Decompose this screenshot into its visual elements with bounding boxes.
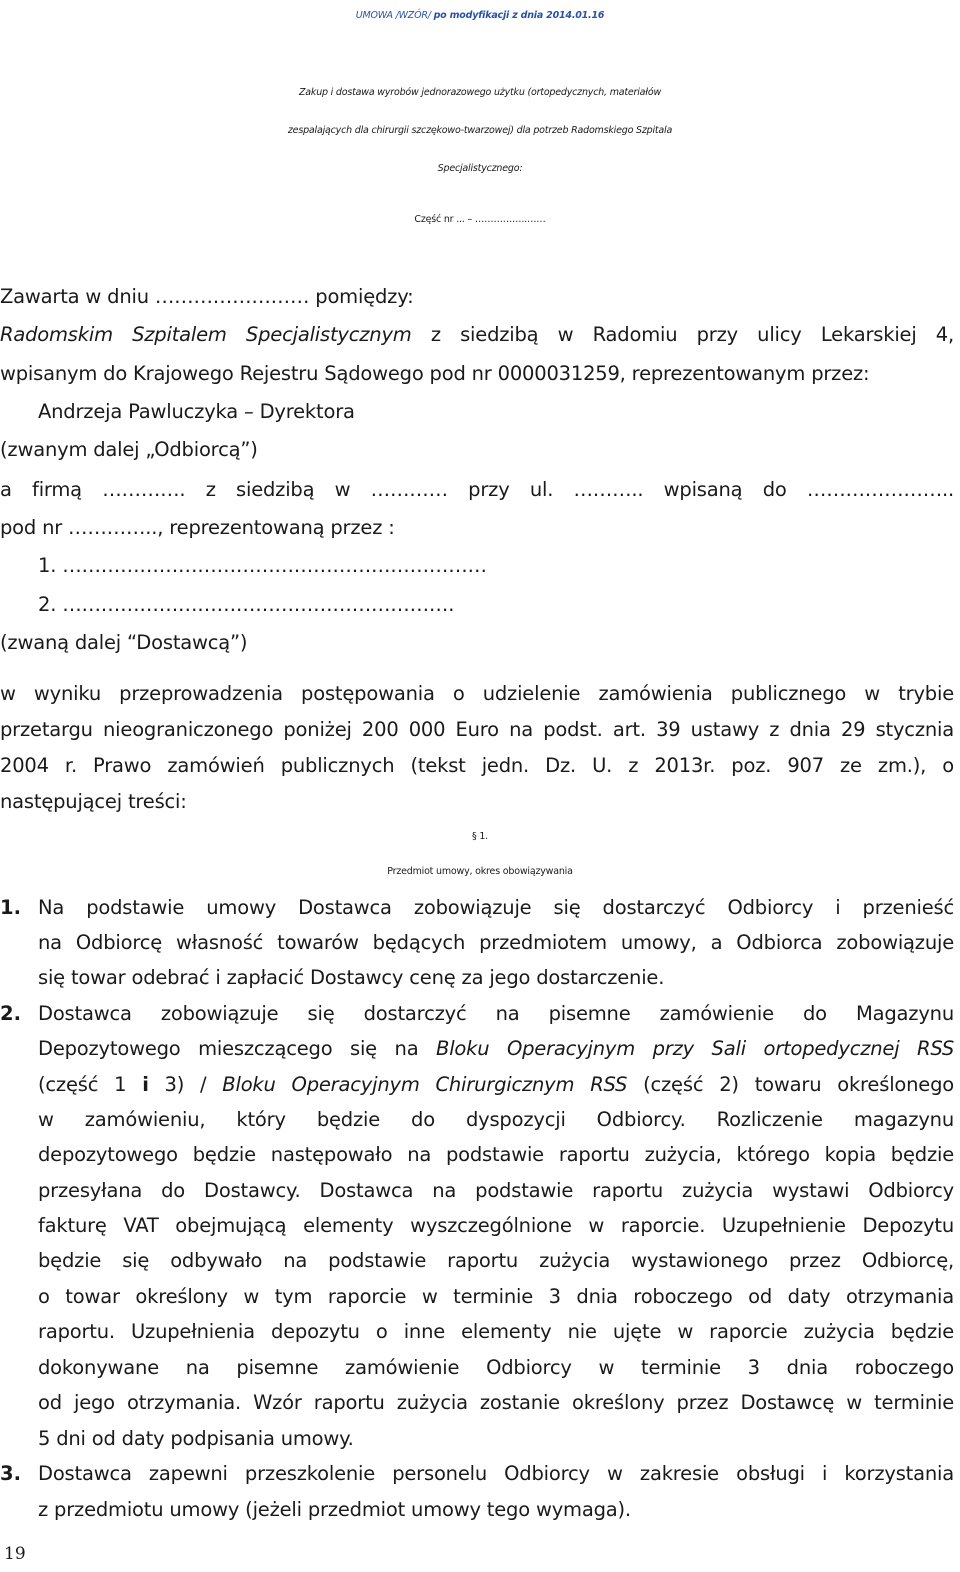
party2-representative-2: 2. …………………………………………………….	[38, 593, 455, 616]
point-2-line-2-text: Depozytowego mieszczącego się na	[38, 1037, 437, 1060]
point-2-line-7: fakturę VAT obejmującą elementy wyszczególnione w raporcie. Uzupełnienie Depozytu	[38, 1214, 954, 1237]
point-2-line-2	[38, 1037, 954, 1061]
point-2-line-1: Dostawca zobowiązuje się dostarczyć na pisemne zamówienie do Magazynu	[38, 1002, 954, 1025]
basis-line-1: w wyniku przeprowadzenia postępowania o udzielenie zamówienia publicznego w trybie	[0, 682, 954, 705]
party2-line-1: a firmą …………. z siedzibą w ………… przy ul. ……….. wpisaną do …………………..	[0, 478, 954, 501]
party1-seat: z siedzibą w Radomiu przy ulicy Lekarskiej 4,	[411, 323, 955, 346]
party1-line-1	[0, 323, 954, 347]
section-number: § 1.	[471, 831, 489, 842]
point-2-location-1: Bloku Operacyjnym przy Sali ortopedycznej RSS	[436, 1037, 955, 1060]
party1-line-2: wpisanym do Krajowego Rejestru Sądowego pod nr 0000031259, reprezentowanym przez:	[0, 362, 870, 385]
point-2-line-9: o towar określony w tym raporcie w terminie 3 dnia roboczego od daty otrzymania	[38, 1285, 954, 1308]
point-1-line-1: Na podstawie umowy Dostawca zobowiązuje się dostarczyć Odbiorcy i przenieść	[38, 896, 954, 919]
header-prefix: UMOWA /WZÓR/	[355, 10, 434, 21]
point-2-line-6: przesyłana do Dostawcy. Dostawca na podstawie raportu zużycia wystawi Odbiorcy	[38, 1179, 954, 1202]
section-heading: Przedmiot umowy, okres obowiązywania	[387, 866, 573, 877]
point-2-line-3-b: i	[142, 1073, 149, 1096]
point-2-location-2: Bloku Operacyjnym Chirurgicznym RSS	[222, 1073, 628, 1096]
point-2-line-3	[38, 1073, 954, 1097]
point-2-line-12: od jego otrzymania. Wzór raportu zużycia zostanie określony przez Dostawcę w terminie	[38, 1391, 954, 1414]
point-2-line-13: 5 dni od daty podpisania umowy.	[38, 1427, 354, 1450]
point-2-number: 2.	[0, 1002, 21, 1025]
party1-representative: Andrzeja Pawluczyka – Dyrektora	[38, 400, 355, 423]
point-2-line-10: raportu. Uzupełnienia depozytu o inne elementy nie ujęte w raporcie zużycia będzie	[38, 1320, 954, 1343]
title-line-3: Specjalistycznego:	[437, 163, 523, 174]
party2-representative-1: 1. …………………………………………………………	[38, 554, 487, 577]
point-1-line-3: się towar odebrać i zapłacić Dostawcy cenę za jego dostarczenie.	[38, 966, 665, 989]
party1-designation: (zwanym dalej „Odbiorcą”)	[0, 438, 258, 461]
document-header	[0, 4, 960, 28]
concluded-on-line: Zawarta w dniu …………………… pomiędzy:	[0, 285, 414, 308]
point-1-line-2: na Odbiorcę własność towarów będących przedmiotem umowy, a Odbiorca zobowiązuje	[38, 931, 954, 954]
point-2-line-5: depozytowego będzie następowało na podstawie raportu zużycia, którego kopia będzie	[38, 1143, 954, 1166]
point-2-line-8: będzie się odbywało na podstawie raportu zużycia wystawionego przez Odbiorcę,	[38, 1249, 954, 1272]
point-2-line-3-d: (część 2) towaru określonego	[627, 1073, 955, 1096]
point-2-line-4: w zamówieniu, który będzie do dyspozycji Odbiorcy. Rozliczenie magazynu	[38, 1108, 954, 1131]
basis-line-4: następującej treści:	[0, 790, 187, 813]
point-1-number: 1.	[0, 896, 21, 919]
part-number: Część nr ... – ……………..……	[414, 214, 546, 225]
point-2-line-3-c: 3) /	[148, 1073, 223, 1096]
point-3-line-1: Dostawca zapewni przeszkolenie personelu Odbiorcy w zakresie obsługi i korzystania	[38, 1462, 954, 1485]
party1-name: Radomskim Szpitalem Specjalistycznym	[0, 323, 412, 346]
point-2-line-11: dokonywane na pisemne zamówienie Odbiorcy w terminie 3 dnia roboczego	[38, 1356, 954, 1379]
party2-designation: (zwaną dalej “Dostawcą”)	[0, 631, 248, 654]
point-3-line-2: z przedmiotu umowy (jeżeli przedmiot umowy tego wymaga).	[38, 1498, 631, 1521]
party2-line-2: pod nr ………….., reprezentowaną przez :	[0, 516, 395, 539]
header-modification-date: po modyfikacji z dnia 2014.01.16	[433, 10, 605, 21]
point-3-number: 3.	[0, 1462, 21, 1485]
point-2-line-3-a: (część 1	[38, 1073, 143, 1096]
basis-line-2: przetargu nieograniczonego poniżej 200 000 Euro na podst. art. 39 ustawy z dnia 29 stycznia	[0, 718, 954, 741]
title-line-1: Zakup i dostawa wyrobów jednorazowego użytku (ortopedycznych, materiałów	[298, 87, 662, 98]
title-line-2: zespalających dla chirurgii szczękowo-twarzowej) dla potrzeb Radomskiego Szpitala	[287, 125, 673, 136]
basis-line-3: 2004 r. Prawo zamówień publicznych (tekst jedn. Dz. U. z 2013r. poz. 907 ze zm.), o	[0, 754, 954, 777]
page-number: 19	[4, 1544, 26, 1564]
